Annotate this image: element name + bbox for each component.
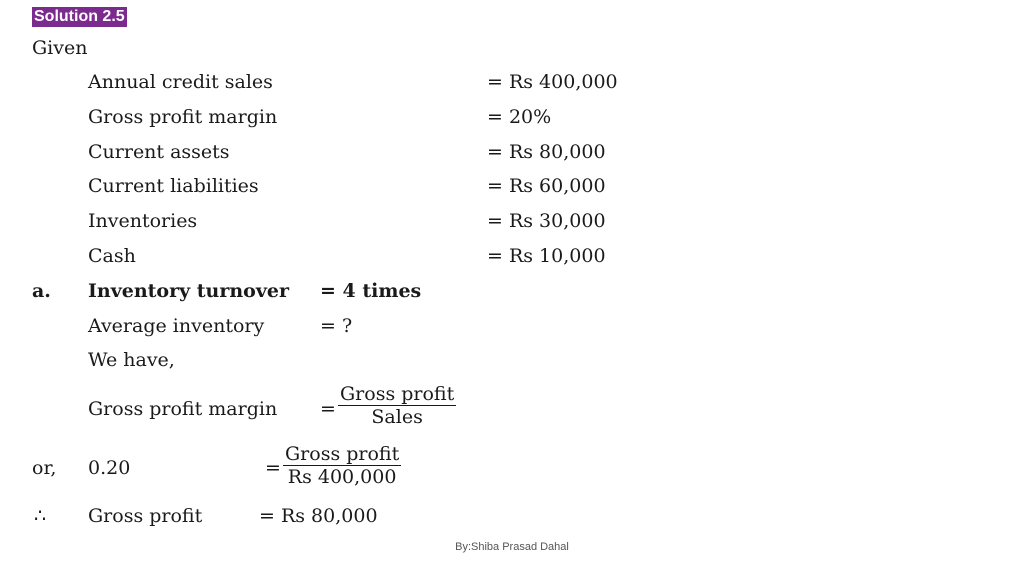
given-item-label: Cash [88,245,136,267]
substitution-equals: = [265,457,281,479]
solution-heading: Solution 2.5 [34,8,125,25]
given-item-value: = Rs 60,000 [487,175,606,197]
given-item-label: Current liabilities [88,175,259,197]
fraction-numerator: Gross profit [285,443,400,465]
given-item-value: = Rs 400,000 [487,71,618,93]
given-item-label: Annual credit sales [88,71,273,93]
given-label: Given [32,37,88,59]
given-item-value: = Rs 30,000 [487,210,606,232]
fraction-denominator: Rs 400,000 [287,466,397,488]
therefore-icon: ∴ [34,505,47,527]
result-label: Gross profit [88,505,203,527]
footer-credit: By:Shiba Prasad Dahal [455,541,569,553]
given-item-label: Inventories [88,210,198,232]
average-inventory-value: = ? [320,315,353,337]
substitution-value: 0.20 [88,457,131,479]
substitution-fraction [283,443,401,488]
formula-fraction [338,383,456,428]
average-inventory-label: Average inventory [88,315,265,337]
formula-label: Gross profit margin [88,398,278,420]
given-item-label: Gross profit margin [88,106,278,128]
given-item-value: = Rs 10,000 [487,245,606,267]
fraction-numerator: Gross profit [340,383,455,405]
formula-equals: = [320,398,336,420]
we-have-text: We have, [88,349,175,371]
inventory-turnover-value: = 4 times [320,280,422,302]
or-prefix: or, [32,457,57,479]
part-a-marker: a. [32,280,51,302]
given-item-label: Current assets [88,141,230,163]
given-item-value: = 20% [487,106,552,128]
inventory-turnover-label: Inventory turnover [88,280,289,302]
given-item-value: = Rs 80,000 [487,141,606,163]
result-value: = Rs 80,000 [259,505,378,527]
fraction-denominator: Sales [371,406,423,428]
